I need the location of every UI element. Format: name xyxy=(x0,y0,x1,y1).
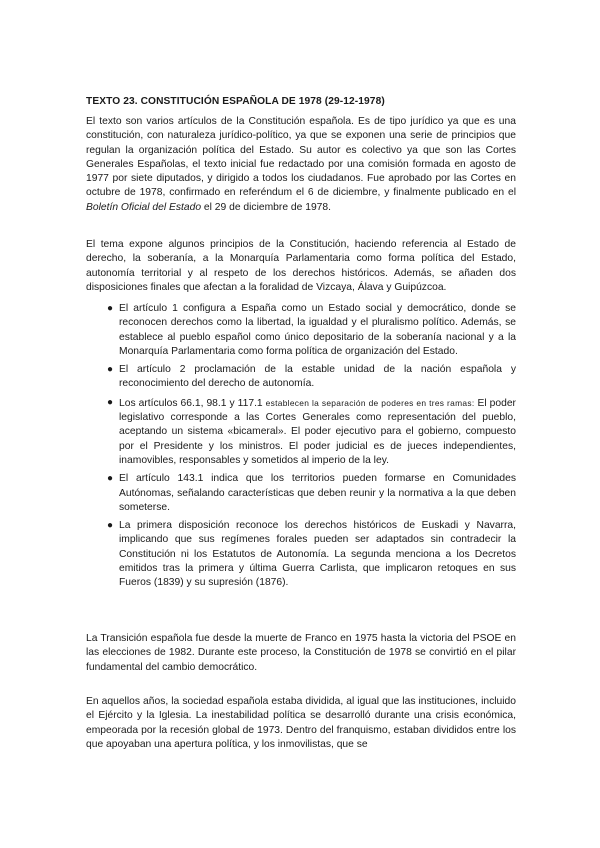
intro-text-part2: el 29 de diciembre de 1978. xyxy=(201,201,331,213)
list-item xyxy=(86,396,516,468)
bullet-text: El artículo 143.1 indica que los territorios pueden formarse en Comunidades Autónomas, señalando características que deben reunir y la normativa a la que deben someterse. xyxy=(119,473,516,513)
intro-text-part1: El texto son varios artículos de la Constitución española. Es de tipo jurídico ya que es una constitución, con naturaleza jurídico-político, ya que se exponen una serie de principios que regulan la organización política del Estado. Su autor es colectivo ya que son las Cortes Generales Españolas, el texto inicial fue redactado por una comisión formada en agosto de 1977 por siete diputados, y dirigido a todos los ciudadanos. Fue aprobado por las Cortes en octubre de 1978, confirmado en referéndum el 6 de diciembre, y finalmente publicado en el xyxy=(86,116,516,199)
transition-paragraph: La Transición española fue desde la muerte de Franco en 1975 hasta la victoria del PSOE en las elecciones de 1982. Durante este proceso, la Constitución de 1978 se convirtió en el pilar fundamental del cambio democrático. xyxy=(86,633,516,673)
bullet-icon: ● xyxy=(107,364,114,376)
bullet-text: El artículo 1 configura a España como un Estado social y democrático, donde se reconocen derechos como la libertad, la igualdad y el pluralismo político. Además, se establece al pueblo español como único depositario de la soberanía nacional y a la Monarquía Parlamentaria como forma política de organización del Estado. xyxy=(119,303,516,357)
bullet-small-text: establecen la separación de poderes en tres ramas: xyxy=(265,397,475,408)
intro-italic-boe: Boletín Oficial del Estado xyxy=(86,201,202,213)
bullet-icon: ● xyxy=(107,303,114,314)
bullet-text: La primera disposición reconoce los derechos históricos de Euskadi y Navarra, implicando que sus regímenes forales pueden ser adaptados sin contradecir la Constitución ni los Estatutos de Autonomía. La segunda menciona a los Decretos emitidos tras la primera y última Guerra Carlista, que implicaron retoques en sus Fueros (1839) y su supresión (1876). xyxy=(119,520,516,589)
intro-paragraph xyxy=(86,115,516,215)
society-paragraph: En aquellos años, la sociedad española estaba dividida, al igual que las instituciones, incluido el Ejército y la Iglesia. La inestabilidad política se desarrolló durante una crisis económica, empeorada por la recesión global de 1973. Dentro del franquismo, estaban divididos entre los que apoyaban una apertura política, y los inmovilistas, que se xyxy=(86,696,516,750)
bullet-icon: ● xyxy=(107,473,114,485)
list-item xyxy=(86,519,516,590)
list-item xyxy=(86,363,516,392)
bullet-icon: ● xyxy=(107,396,114,408)
bullet-icon: ● xyxy=(107,520,114,532)
bullet-lead: Los artículos 66.1, 98.1 y 117.1 xyxy=(119,397,266,409)
theme-paragraph: El tema expone algunos principios de la Constitución, haciendo referencia al Estado de derecho, la soberanía, a la Monarquía Parlamentaria como forma política del Estado, autonomía territorial y al respeto de los derechos históricos. Además, se añaden dos disposiciones finales que afectan a la foralidad de Vizcaya, Álava y Guipúzcoa. xyxy=(86,239,516,293)
list-item xyxy=(86,472,516,515)
bullet-text: El artículo 2 proclamación de la estable unidad de la nación española y reconocimiento del derecho de autonomía. xyxy=(119,364,516,390)
bullet-list xyxy=(86,302,516,595)
page-title: TEXTO 23. CONSTITUCIÓN ESPAÑOLA DE 1978 (29-12-1978) xyxy=(86,96,385,107)
bullet-text: El poder legislativo corresponde a las Cortes Generales como representación del pueblo, aceptando un sistema «bicameral». El poder ejecutivo para el gobierno, compuesto por el Presidente y los ministros. El poder judicial es de jueces independientes, inamovibles, responsables y sometidos al imperio de la ley. xyxy=(119,397,516,466)
list-item xyxy=(86,302,516,359)
